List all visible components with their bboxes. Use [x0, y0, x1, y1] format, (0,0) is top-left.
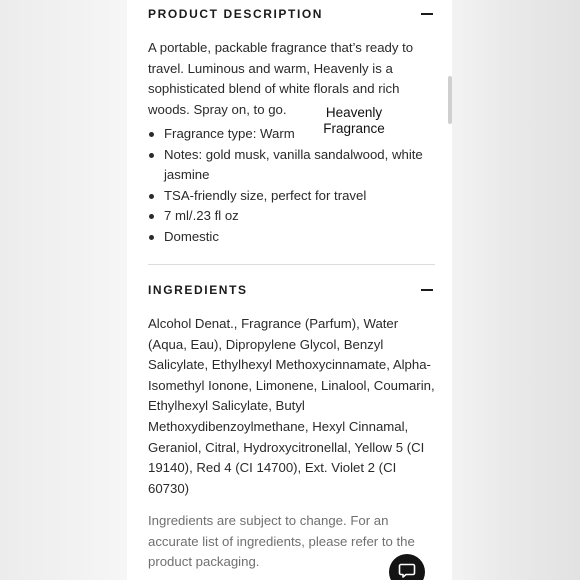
right-background [452, 0, 580, 580]
scrollbar-thumb[interactable] [448, 76, 452, 124]
section-divider [148, 264, 435, 265]
heavenly-fragrance-overlay [317, 105, 391, 136]
minus-icon [421, 13, 433, 15]
left-background [0, 0, 127, 580]
chat-icon [398, 563, 416, 579]
product-description-title: PRODUCT DESCRIPTION [148, 7, 324, 21]
ingredients-text: Alcohol Denat., Fragrance (Parfum), Water (Aqua, Eau), Dipropylene Glycol, Benzyl Salicylate, Ethylhexyl Methoxycinnamate, Alpha-Isomethyl Ionone, Limonene, Linalool, Coumarin, Ethylhexyl Salicylate, Butyl Methoxydibenzoylmethane, Hexyl Cinnamal, Geraniol, Citral, Hydroxycitronellal, Yellow 5 (CI 19140), Red 4 (CI 14700), Ext. Violet 2 (CI 60730) [148, 316, 435, 496]
list-item: Domestic [148, 227, 440, 248]
overlay-line-2: Fragrance [323, 120, 385, 136]
product-description-header[interactable] [148, 4, 435, 24]
ingredients-header[interactable] [148, 280, 435, 300]
product-description-text: A portable, packable fragrance that’s ready to travel. Luminous and warm, Heavenly is a sophisticated blend of white florals and rich woods. Spray on, to go. [148, 40, 414, 117]
list-item: TSA-friendly size, perfect for travel [148, 186, 440, 207]
product-description-collapse-button[interactable] [419, 4, 435, 24]
list-item: Fragrance type: Warm [148, 124, 440, 145]
product-feature-list [148, 124, 440, 248]
ingredients-collapse-button[interactable] [419, 280, 435, 300]
ingredients-note: Ingredients are subject to change. For an accurate list of ingredients, please refer to the product packaging. [148, 513, 415, 570]
ingredients-title: INGREDIENTS [148, 283, 248, 297]
list-item: Notes: gold musk, vanilla sandalwood, white jasmine [148, 145, 440, 186]
product-details-panel[interactable] [127, 0, 452, 580]
overlay-line-1: Heavenly [325, 105, 383, 120]
list-item: 7 ml/.23 fl oz [148, 206, 440, 227]
minus-icon [421, 289, 433, 291]
